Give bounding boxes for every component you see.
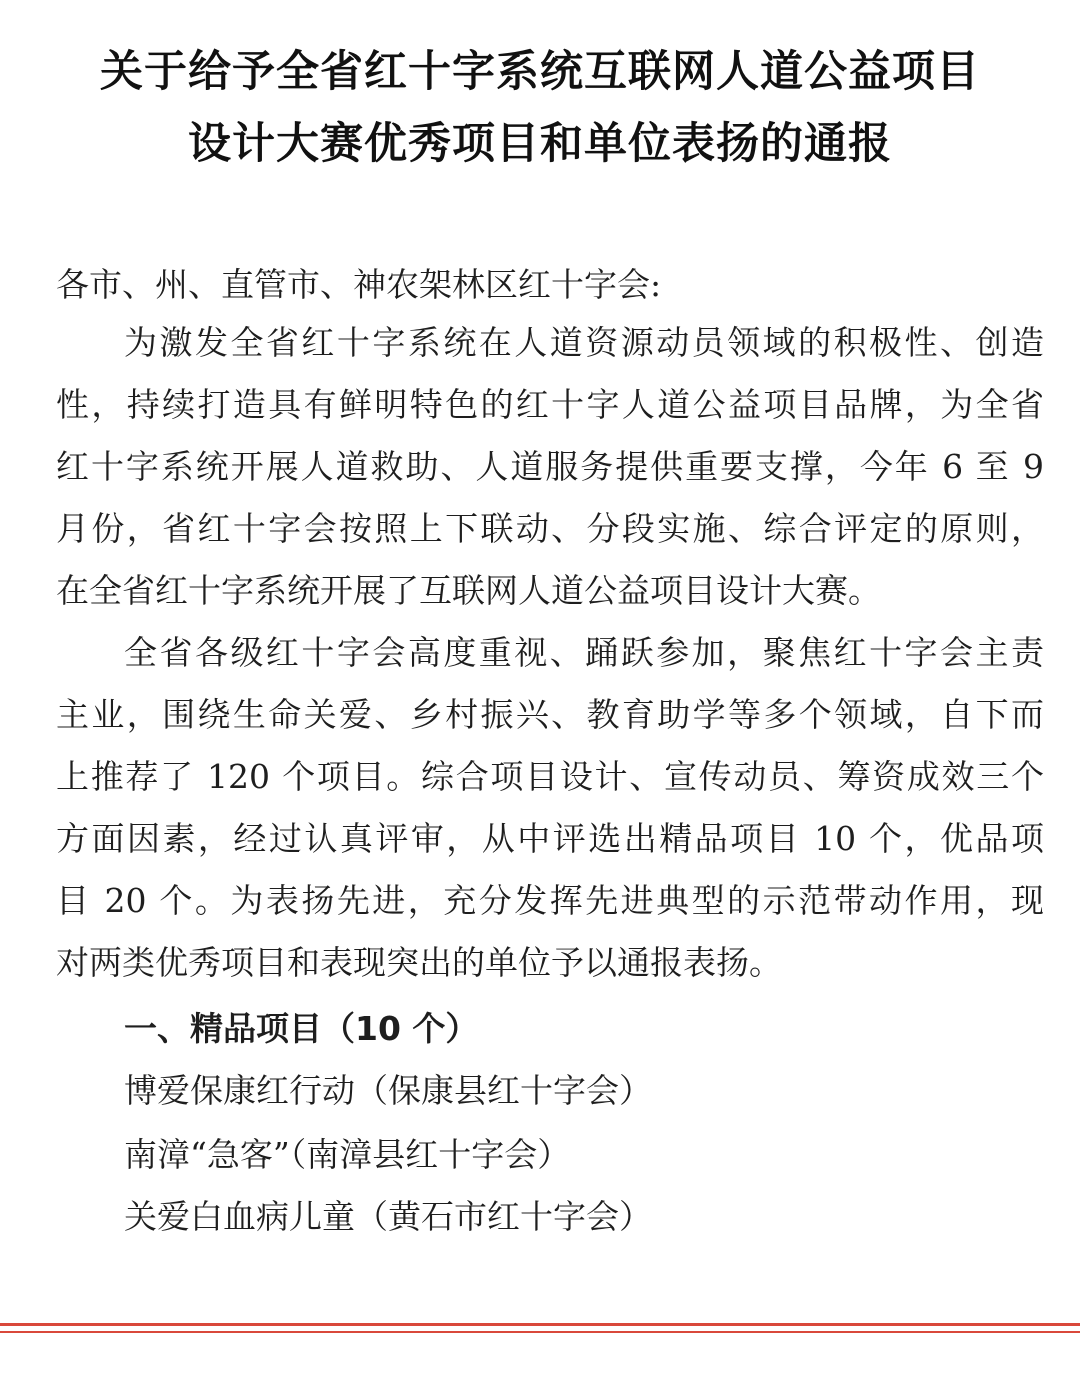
- paragraph-line: 目 20 个。为表扬先进，充分发挥先进典型的示范带动作用，现: [56, 881, 1044, 920]
- paragraph-line: 红十字系统开展人道救助、人道服务提供重要支撑，今年 6 至 9: [56, 447, 1044, 486]
- footer-rule-bottom: [0, 1331, 1080, 1333]
- list-item: 南漳“急客”（南漳县红十字会）: [124, 1135, 571, 1174]
- footer-rule-top: [0, 1323, 1080, 1326]
- title-line-2: 设计大赛优秀项目和单位表扬的通报: [188, 119, 892, 169]
- paragraph-line: 在全省红十字系统开展了互联网人道公益项目设计大赛。: [56, 571, 881, 610]
- paragraph-line: 对两类优秀项目和表现突出的单位予以通报表扬。: [56, 943, 782, 982]
- salutation: 各市、州、直管市、神农架林区红十字会:: [56, 265, 662, 304]
- paragraph-line: 主业，围绕生命关爱、乡村振兴、教育助学等多个领域，自下而: [56, 695, 1044, 734]
- list-item: 博爱保康红行动（保康县红十字会）: [124, 1071, 652, 1110]
- paragraph-line: 性，持续打造具有鲜明特色的红十字人道公益项目品牌，为全省: [56, 385, 1044, 424]
- paragraph-line: 月份，省红十字会按照上下联动、分段实施、综合评定的原则，: [56, 509, 1044, 548]
- paragraph-line: 全省各级红十字会高度重视、踊跃参加，聚焦红十字会主责: [124, 633, 1044, 672]
- section-heading-premium-projects: 一、精品项目（10 个）: [124, 1009, 479, 1048]
- list-item: 关爱白血病儿童（黄石市红十字会）: [124, 1197, 652, 1236]
- paragraph-line: 为激发全省红十字系统在人道资源动员领域的积极性、创造: [124, 323, 1044, 362]
- paragraph-line: 上推荐了 120 个项目。综合项目设计、宣传动员、筹资成效三个: [56, 757, 1044, 796]
- title-line-1: 关于给予全省红十字系统互联网人道公益项目: [100, 47, 980, 97]
- paragraph-line: 方面因素，经过认真评审，从中评选出精品项目 10 个，优品项: [56, 819, 1044, 858]
